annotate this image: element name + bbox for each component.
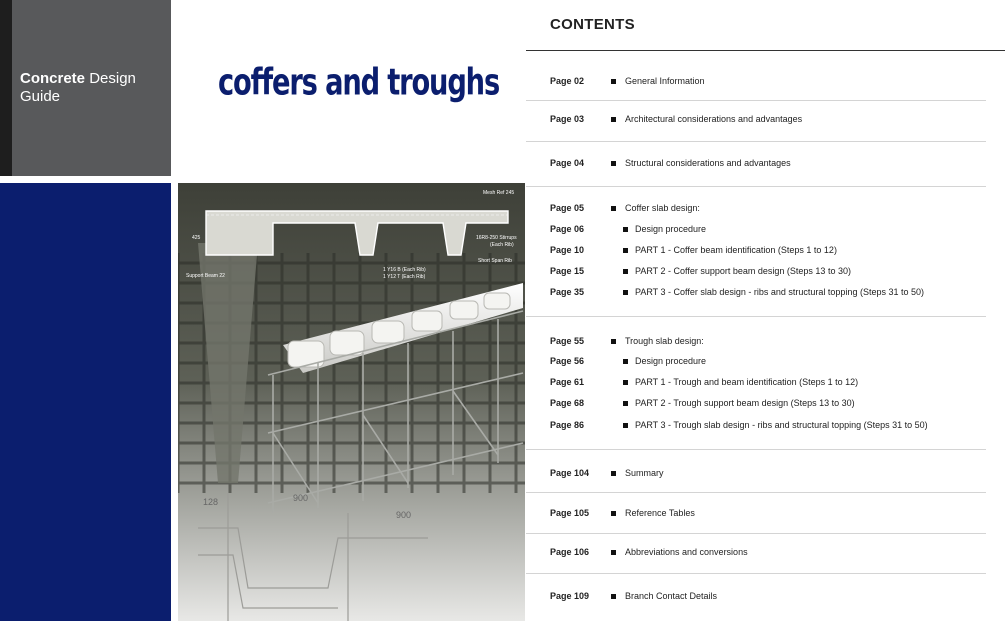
guide-title-line2: Guide — [20, 88, 61, 105]
toc-page-number: Page 109 — [550, 591, 590, 601]
toc-page-number: Page 15 — [550, 266, 585, 276]
label-short-span: Short Span Rib — [478, 258, 512, 264]
blue-side-panel — [0, 183, 171, 621]
contents-divider — [526, 186, 986, 187]
bullet-icon — [611, 471, 616, 476]
toc-page-number: Page 68 — [550, 398, 585, 408]
toc-page-number: Page 61 — [550, 377, 585, 387]
contents-divider — [526, 100, 986, 101]
bullet-icon — [623, 269, 628, 274]
bullet-icon — [611, 511, 616, 516]
toc-entry-label: Design procedure — [635, 356, 707, 366]
label-mesh: Mesh Ref 245 — [483, 190, 515, 196]
bullet-icon — [611, 161, 616, 166]
bullet-icon — [623, 401, 628, 406]
guide-title-rest: Design — [85, 70, 136, 87]
toc-page-number: Page 106 — [550, 547, 590, 557]
bullet-icon — [611, 594, 616, 599]
bullet-icon — [611, 339, 616, 344]
contents-divider — [526, 573, 986, 574]
label-support-beam: Support Beam 22 — [186, 273, 225, 279]
toc-entry-label: PART 3 - Coffer slab design - ribs and structural topping (Steps 31 to 50) — [635, 287, 924, 297]
contents-divider — [526, 316, 986, 317]
toc-page-number: Page 86 — [550, 420, 585, 430]
dimension-900-b: 900 — [396, 510, 412, 520]
dimension-128: 128 — [203, 497, 219, 507]
dimension-900-a: 900 — [293, 493, 309, 503]
toc-page-number: Page 02 — [550, 76, 585, 86]
bullet-icon — [623, 380, 628, 385]
toc-entry-label: Coffer slab design: — [625, 203, 700, 213]
toc-entry-label: Design procedure — [635, 224, 707, 234]
bullet-icon — [611, 79, 616, 84]
toc-page-number: Page 105 — [550, 508, 590, 518]
contents-divider — [526, 492, 986, 493]
guide-title-bold: Concrete — [20, 70, 86, 87]
bullet-icon — [611, 206, 616, 211]
label-stirrups-1: 16R8-250 Stirrups — [476, 235, 517, 241]
guide-title — [20, 70, 170, 106]
toc-page-number: Page 06 — [550, 224, 585, 234]
label-depth: 425 — [192, 235, 201, 241]
toc-entry-label: PART 1 - Trough and beam identification (Steps 1 to 12) — [635, 377, 859, 387]
toc-entry-label: PART 1 - Coffer beam identification (Steps 1 to 12) — [635, 245, 837, 255]
toc-page-number: Page 05 — [550, 203, 585, 213]
bullet-icon — [623, 290, 628, 295]
toc-page-number: Page 03 — [550, 114, 585, 124]
bullet-icon — [623, 359, 628, 364]
formwork-illustration — [178, 183, 525, 621]
toc-entry-label: Abbreviations and conversions — [625, 547, 748, 557]
bullet-icon — [623, 227, 628, 232]
bullet-icon — [623, 248, 628, 253]
dark-edge-strip — [0, 0, 12, 176]
toc-entry-label: Branch Contact Details — [625, 591, 718, 601]
bullet-icon — [611, 550, 616, 555]
toc-page-number: Page 104 — [550, 468, 590, 478]
toc-page-number: Page 35 — [550, 287, 585, 297]
toc-page-number: Page 56 — [550, 356, 585, 366]
bullet-icon — [611, 117, 616, 122]
cover-illustration — [178, 183, 525, 621]
toc-entry-label: Summary — [625, 468, 664, 478]
toc-entry-label: Structural considerations and advantages — [625, 158, 791, 168]
toc-entry-label: Reference Tables — [625, 508, 695, 518]
contents-divider — [526, 533, 986, 534]
toc-page-number: Page 04 — [550, 158, 585, 168]
contents-title: CONTENTS — [550, 16, 635, 33]
contents-divider — [526, 141, 986, 142]
contents-title-rule — [526, 50, 1005, 51]
toc-entry-label: PART 2 - Trough support beam design (Steps 13 to 30) — [635, 398, 855, 408]
headline: coffers and troughs — [218, 62, 500, 104]
contents-divider — [526, 449, 986, 450]
label-bar-2: 1 Y12 T (Each Rib) — [383, 274, 426, 280]
toc-page-number: Page 55 — [550, 336, 585, 346]
toc-entry-label: Architectural considerations and advantages — [625, 114, 803, 124]
label-stirrups-2: (Each Rib) — [490, 242, 514, 248]
toc-page-number: Page 10 — [550, 245, 585, 255]
toc-entry-label: General Information — [625, 76, 705, 86]
toc-entry-label: PART 2 - Coffer support beam design (Steps 13 to 30) — [635, 266, 851, 276]
toc-entry-label: PART 3 - Trough slab design - ribs and structural topping (Steps 31 to 50) — [635, 420, 928, 430]
toc-entry-label: Trough slab design: — [625, 336, 704, 346]
bullet-icon — [623, 423, 628, 428]
label-bar-1: 1 Y16 B (Each Rib) — [383, 267, 426, 273]
